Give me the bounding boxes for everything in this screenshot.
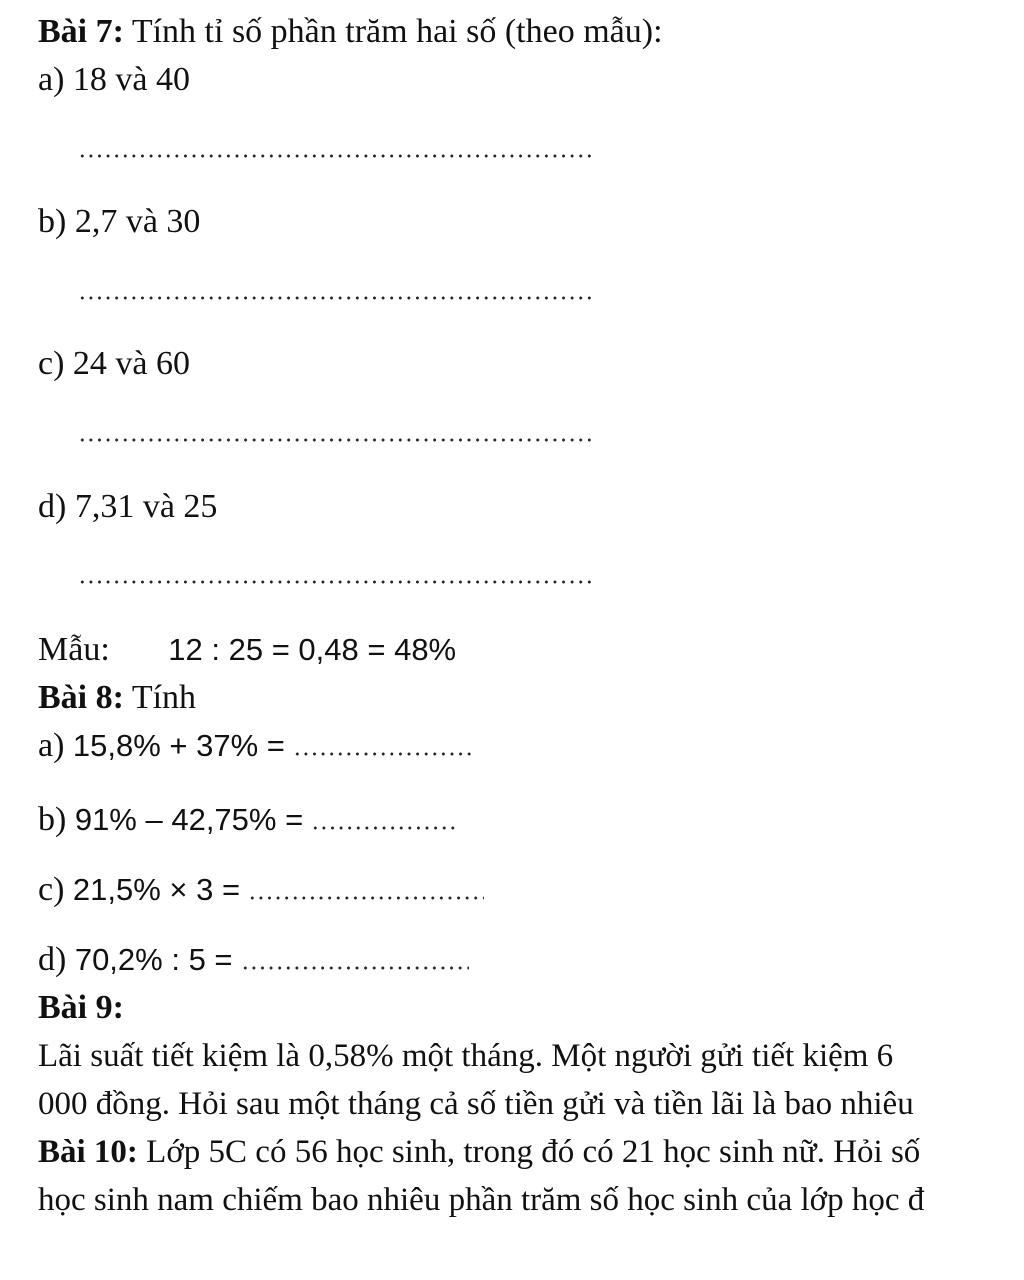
bai8-item-c-expr: 21,5% × 3 = [72,872,241,907]
bai8-item-b-expr: 91% – 42,75% = [74,802,304,837]
bai8-item-d [38,940,469,980]
bai9-text-line2: 000 đồng. Hỏi sau một tháng cả số tiền gửi và tiền lãi là bao nhiêu [38,1086,914,1122]
bai8-heading: Bài 8: [38,679,124,716]
bai10-text-line2: học sinh nam chiếm bao nhiêu phần trăm số học sinh của lớp học đ [38,1182,925,1218]
bai8-item-d-prefix: d) [38,941,75,978]
bai8-header [38,678,196,718]
bai8-item-c-prefix: c) [38,871,73,908]
bai8-item-a [38,726,473,766]
bai8-item-b-prefix: b) [38,801,75,838]
bai7-heading: Bài 7: [38,13,124,50]
answer-line-d[interactable] [78,580,594,584]
bai8-answer-c[interactable] [248,896,484,900]
bai7-header [38,12,663,52]
bai10-heading: Bài 10: [38,1134,138,1170]
bai8-title: Tính [131,679,197,716]
bai8-item-c [38,870,484,910]
bai10-text-line1: Lớp 5C có 56 học sinh, trong đó có 21 học sinh nữ. Hỏi số [146,1134,921,1170]
sample-expression: 12 : 25 = 0,48 = 48% [168,632,457,667]
bai8-item-b [38,800,459,840]
bai7-title: Tính tỉ số phần trăm hai số (theo mẫu): [131,13,663,50]
bai8-item-a-expr: 15,8% + 37% = [72,728,285,763]
bai7-item-d: d) 7,31 và 25 [38,488,218,525]
bai10-header [38,1132,920,1172]
bai7-item-b: b) 2,7 và 30 [38,203,201,240]
bai7-item-a: a) 18 và 40 [38,61,191,98]
answer-line-b[interactable] [78,296,594,300]
bai7-item-c: c) 24 và 60 [38,345,191,382]
answer-line-a[interactable] [78,154,594,158]
bai8-answer-a[interactable] [293,752,473,756]
sample-label: Mẫu: [38,631,110,668]
bai8-item-d-expr: 70,2% : 5 = [74,942,233,977]
bai7-sample [38,630,456,670]
bai9-header [38,988,124,1028]
bai8-item-a-prefix: a) [38,727,73,764]
bai8-answer-d[interactable] [241,966,469,970]
bai9-text-line1: Lãi suất tiết kiệm là 0,58% một tháng. Một người gửi tiết kiệm 6 [38,1038,894,1074]
bai9-heading: Bài 9: [38,989,124,1026]
bai8-answer-b[interactable] [311,826,459,830]
answer-line-c[interactable] [78,438,594,442]
